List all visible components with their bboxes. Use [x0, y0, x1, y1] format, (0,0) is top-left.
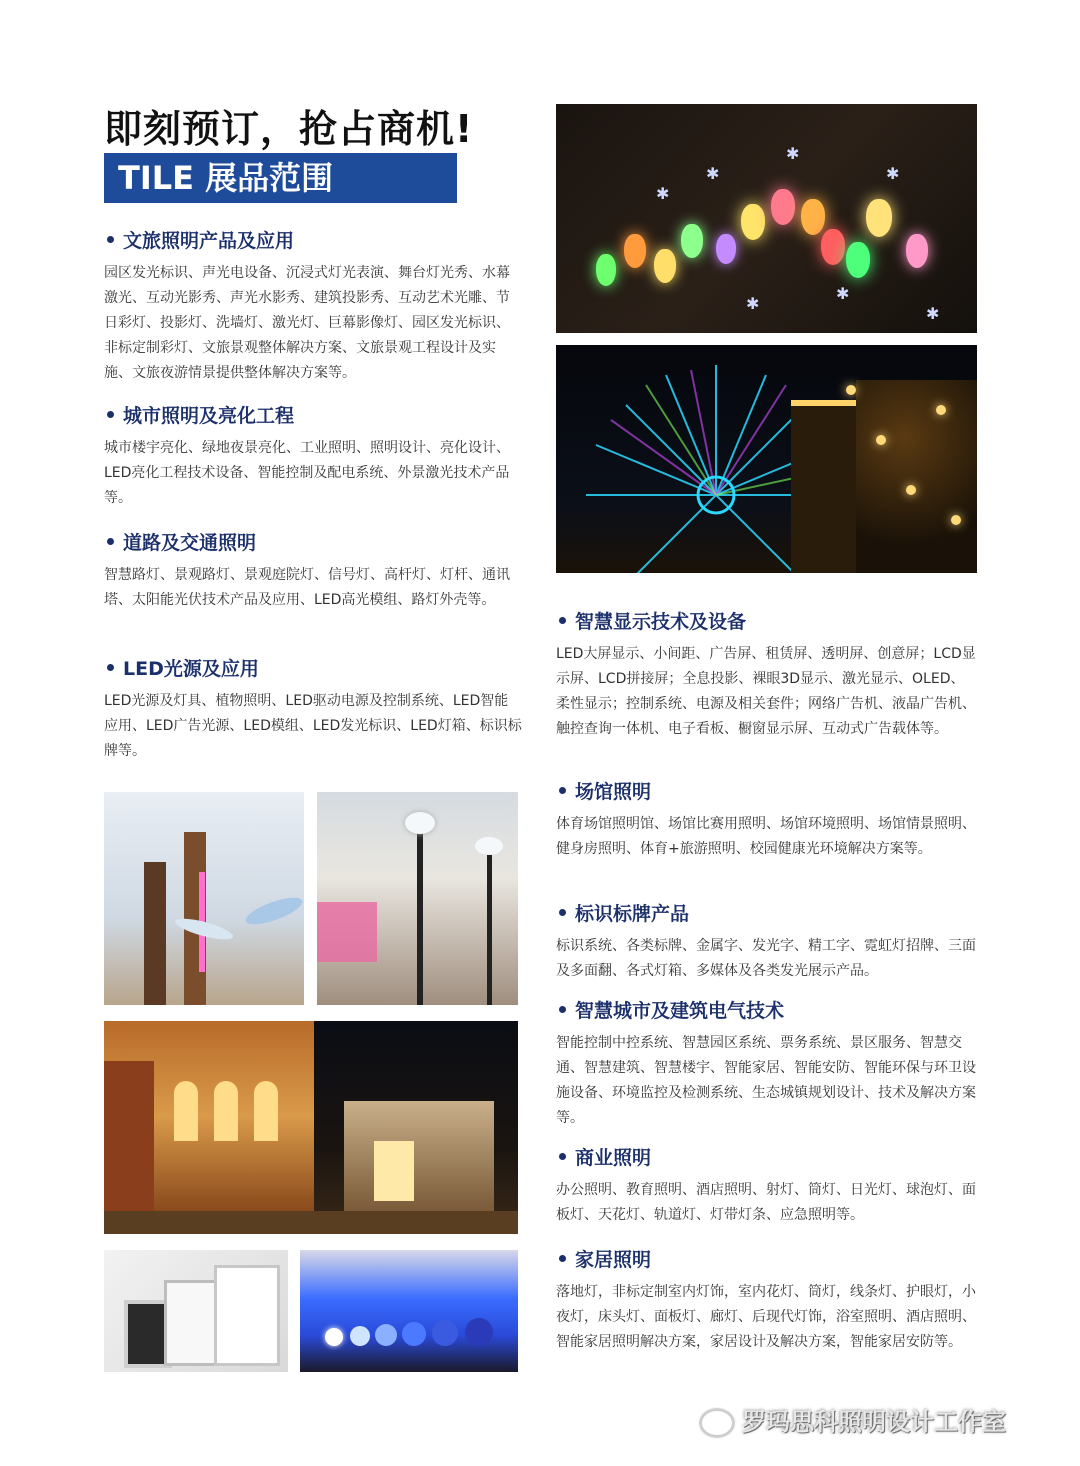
- category-smart-display: [556, 607, 978, 742]
- wechat-icon: [700, 1409, 734, 1437]
- bullet-icon: [559, 787, 566, 794]
- category-description: LED光源及灯具、植物照明、LED驱动电源及控制系统、LED智能应用、LED广告光源、LED模组、LED发光标识、LED灯箱、标识标牌等。: [104, 693, 522, 759]
- photo-ferris-wheel: [556, 345, 977, 573]
- bullet-icon: [107, 411, 114, 418]
- category-home-lighting: [556, 1245, 978, 1355]
- category-signage: [556, 899, 978, 984]
- category-urban-lighting: [104, 401, 522, 511]
- photo-landscape-lamps: [104, 792, 304, 1005]
- category-description: 城市楼宇亮化、绿地夜景亮化、工业照明、照明设计、亮化设计、LED亮化工程技术设备、智能控制及配电系统、外景激光技术产品等。: [104, 440, 510, 506]
- category-description: 标识系统、各类标牌、金属字、发光字、精工字、霓虹灯招牌、三面及多面翻、各式灯箱、多媒体及各类发光展示产品。: [556, 938, 976, 979]
- category-venue-lighting: [556, 777, 978, 862]
- category-title: 标识标牌产品: [575, 903, 690, 925]
- category-description: 智能控制中控系统、智慧园区系统、票务系统、景区服务、智慧交通、智慧建筑、智慧楼宇、智能家居、智能安防、智能环保与环卫设施设备、环境监控及检测系统、生态城镇规划设计、技术及解决方案等。: [556, 1035, 976, 1126]
- category-title: 场馆照明: [575, 781, 652, 803]
- photo-hanging-bulbs: ✱ ✱ ✱ ✱ ✱ ✱ ✱: [556, 104, 977, 333]
- bullet-icon: [107, 236, 114, 243]
- bullet-icon: [559, 1153, 566, 1160]
- watermark-text: 罗玛思科照明设计工作室: [742, 1408, 1006, 1436]
- category-commercial-lighting: [556, 1143, 978, 1228]
- category-led-light-source: [104, 654, 522, 764]
- category-description: LED大屏显示、小间距、广告屏、租赁屏、透明屏、创意屏；LCD显示屏、LCD拼接屏；全息投影、裸眼3D显示、激光显示、OLED、柔性显示；控制系统、电源及相关套件；网络广告机、液晶广告机、触控查询一体机、电子看板、橱窗显示屏、互动式广告载体等。: [556, 646, 976, 737]
- photo-panel-lights: [104, 1250, 288, 1372]
- photo-street-lamps: [317, 792, 518, 1005]
- photo-illuminated-buildings: [104, 1021, 518, 1234]
- category-description: 园区发光标识、声光电设备、沉浸式灯光表演、舞台灯光秀、水幕激光、互动光影秀、声光水影秀、建筑投影秀、互动艺术光雕、节日彩灯、投影灯、洗墙灯、激光灯、巨幕影像灯、园区发光标识、非标定制彩灯、文旅景观整体解决方案、文旅景观工程设计及实施、文旅夜游情景提供整体解决方案等。: [104, 265, 510, 381]
- bullet-icon: [107, 538, 114, 545]
- category-title: 智慧显示技术及设备: [575, 611, 747, 633]
- category-title: 城市照明及亮化工程: [123, 405, 295, 427]
- category-title: 家居照明: [575, 1249, 652, 1271]
- category-description: 智慧路灯、景观路灯、景观庭院灯、信号灯、高杆灯、灯杆、通讯塔、太阳能光伏技术产品及应用、LED高光模组、路灯外壳等。: [104, 567, 510, 608]
- bullet-icon: [559, 909, 566, 916]
- category-title: 商业照明: [575, 1147, 652, 1169]
- category-smart-city: [556, 996, 978, 1131]
- photo-led-modules: [300, 1250, 518, 1372]
- category-cultural-tourism-lighting: [104, 226, 522, 386]
- category-description: 落地灯，非标定制室内灯饰，室内花灯、筒灯，线条灯、护眼灯，小夜灯，床头灯、面板灯、廊灯、后现代灯饰，浴室照明、酒店照明、智能家居照明解决方案，家居设计及解决方案，智能家居安防等。: [556, 1284, 976, 1350]
- category-description: 办公照明、教育照明、酒店照明、射灯、筒灯、日光灯、球泡灯、面板灯、天花灯、轨道灯、灯带灯条、应急照明等。: [556, 1182, 976, 1223]
- category-title: LED光源及应用: [123, 658, 259, 680]
- section-banner: TILE 展品范围: [104, 153, 457, 203]
- category-title: 智慧城市及建筑电气技术: [575, 1000, 785, 1022]
- bullet-icon: [559, 1006, 566, 1013]
- category-description: 体育场馆照明馆、场馆比赛用照明、场馆环境照明、场馆情景照明、健身房照明、体育+旅游照明、校园健康光环境解决方案等。: [556, 816, 976, 857]
- bullet-icon: [107, 664, 114, 671]
- category-road-traffic-lighting: [104, 528, 522, 613]
- watermark: [700, 1402, 1006, 1437]
- category-title: 道路及交通照明: [123, 532, 257, 554]
- bullet-icon: [559, 617, 566, 624]
- page-headline: 即刻预订，抢占商机!: [104, 107, 474, 151]
- bullet-icon: [559, 1255, 566, 1262]
- category-title: 文旅照明产品及应用: [123, 230, 295, 252]
